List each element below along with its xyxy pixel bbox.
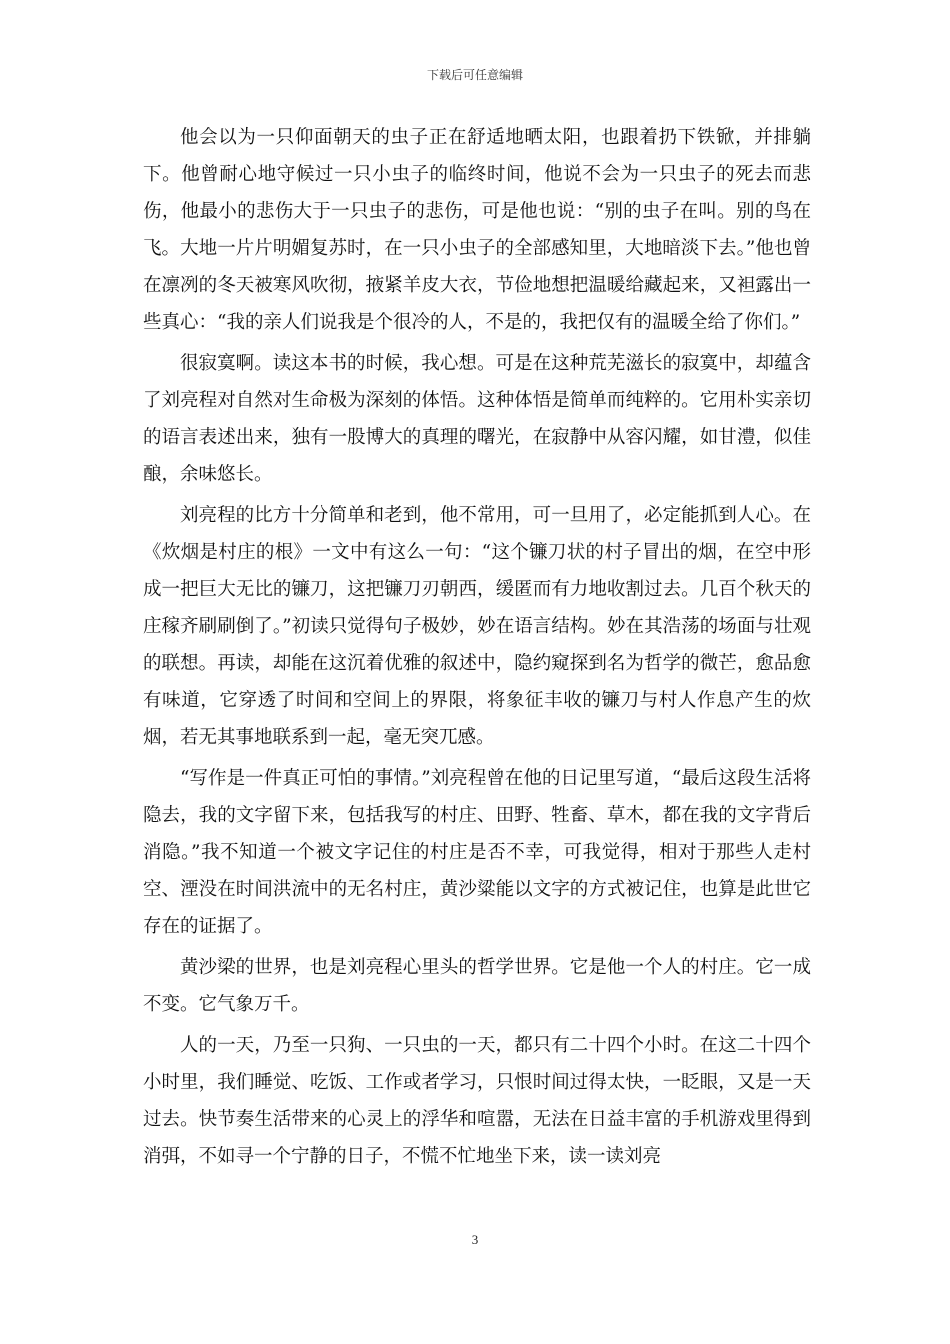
paragraph: 他会以为一只仰面朝天的虫子正在舒适地晒太阳，也跟着扔下铁锨，并排躺下。他曾耐心地守候过一只小虫子的临终时间，他说不会为一只虫子的死去而悲伤，他最小的悲伤大于一只虫子的悲伤，可是他也说：“别的虫子在叫。别的鸟在飞。大地一片片明媚复苏时，在一只小虫子的全部感知里，大地暗淡下去。”他也曾在凛冽的冬天被寒风吹彻，掖紧羊皮大衣，节俭地想把温暖给藏起来，又袒露出一些真心：“我的亲人们说我是个很冷的人，不是的，我把仅有的温暖全给了你们。”: [143, 127, 811, 333]
paragraph: 刘亮程的比方十分简单和老到，他不常用，可一旦用了，必定能抓到人心。在《炊烟是村庄的根》一文中有这么一句：“这个镰刀状的村子冒出的烟，在空中形成一把巨大无比的镰刀，这把镰刀刃朝西，缓匿而有力地收割过去。几百个秋天的庄稼齐刷刷倒了。”初读只觉得句子极妙，妙在语言结构。妙在其浩荡的场面与壮观的联想。再读，却能在这沉着优雅的叙述中，隐约窥探到名为哲学的微芒，愈品愈有味道，它穿透了时间和空间上的界限，将象征丰收的镰刀与村人作息产生的炊烟，若无其事地联系到一起，毫无突兀感。: [143, 505, 811, 748]
page-header: 下载后可任意编辑: [426, 68, 523, 82]
body-text: [143, 119, 811, 1179]
paragraph: 人的一天，乃至一只狗、一只虫的一天，都只有二十四个小时。在这二十四个小时里，我们睡觉、吃饭、工作或者学习，只恨时间过得太快，一眨眼，又是一天过去。快节奏生活带来的心灵上的浮华和喧嚣，无法在日益丰富的手机游戏里得到消弭，不如寻一个宁静的日子，不慌不忙地坐下来，读一读刘亮: [143, 1035, 811, 1167]
page-number: 3: [471, 1232, 479, 1247]
paragraph: 很寂寞啊。读这本书的时候，我心想。可是在这种荒芜滋长的寂寞中，却蕴含了刘亮程对自然对生命极为深刻的体悟。这种体悟是简单而纯粹的。它用朴实亲切的语言表述出来，独有一股博大的真理的曙光，在寂静中从容闪耀，如甘澧，似佳酿，余味悠长。: [143, 353, 811, 485]
paragraph: 黄沙梁的世界，也是刘亮程心里头的哲学世界。它是他一个人的村庄。它一成不变。它气象万千。: [143, 957, 811, 1015]
paragraph: “写作是一件真正可怕的事情。”刘亮程曾在他的日记里写道，“最后这段生活将隐去，我的文字留下来，包括我写的村庄、田野、牲畜、草木，都在我的文字背后消隐。”我不知道一个被文字记住的村庄是否不幸，可我觉得，相对于那些人走村空、湮没在时间洪流中的无名村庄，黄沙粱能以文字的方式被记住，也算是此世它存在的证据了。: [143, 768, 811, 937]
